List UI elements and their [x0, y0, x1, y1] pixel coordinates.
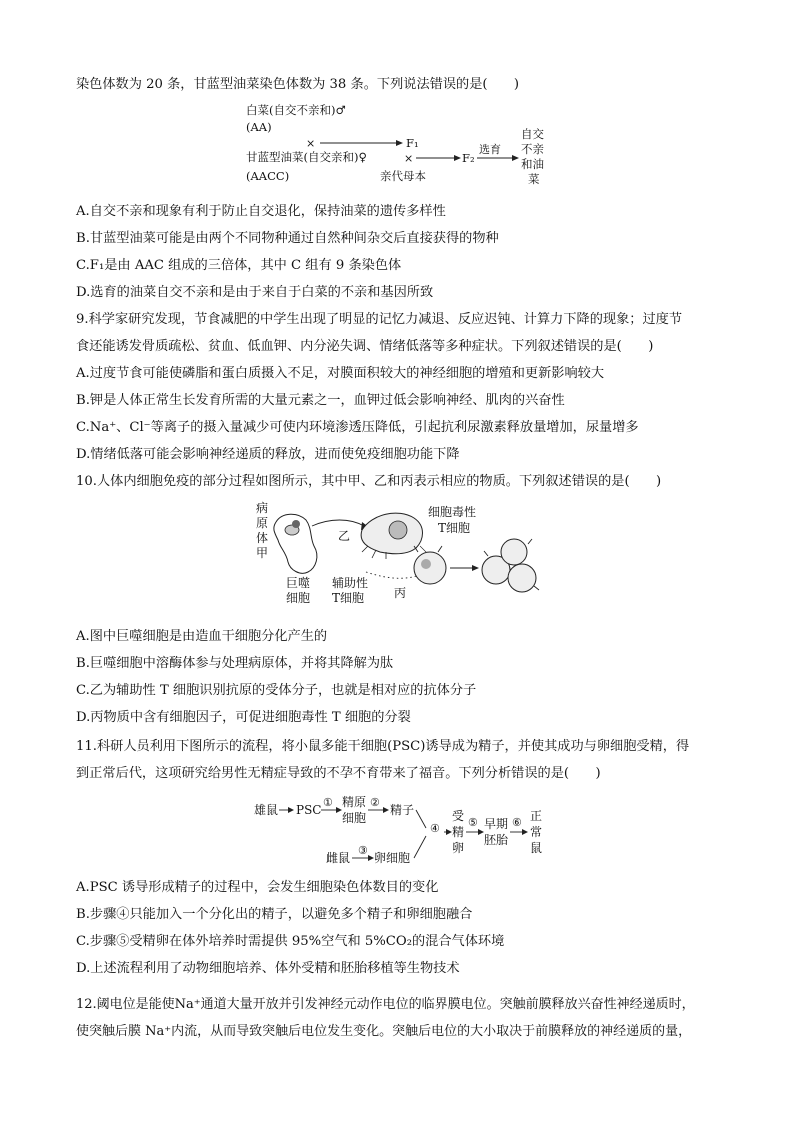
q11-option-a: A.PSC 诱导形成精子的过程中，会发生细胞染色体数目的变化	[76, 880, 439, 895]
q10-yi: 乙	[338, 529, 351, 543]
q11-normal-1: 正	[530, 809, 543, 823]
macrophage-cell-shape	[274, 514, 317, 573]
q10-immune-diagram	[240, 500, 570, 618]
q11-step5: ⑤	[468, 816, 478, 829]
q11-step6: ⑥	[512, 816, 522, 829]
q10-stem: 10.人体内细胞免疫的部分过程如图所示，其中甲、乙和丙表示相应的物质。下列叙述错误的是( )	[76, 474, 662, 489]
q8-result-3: 和油	[521, 157, 544, 171]
q8-f1: F₁	[406, 136, 419, 150]
q10-option-d: D.丙物质中含有细胞因子，可促进细胞毒性 T 细胞的分裂	[76, 710, 411, 725]
q10-pathogen-4: 甲	[256, 546, 269, 560]
q11-step4: ④	[430, 822, 440, 835]
q10-ctl-2: T细胞	[438, 521, 471, 535]
q8-parent2: 甘蓝型油菜(自交亲和)♀	[246, 150, 367, 164]
q11-zygote-1: 受	[452, 809, 465, 823]
q11-sperm: 精子	[390, 803, 415, 817]
q11-option-d: D.上述流程利用了动物细胞培养、体外受精和胚胎移植等生物技术	[76, 961, 460, 976]
q8-f2: F₂	[462, 151, 475, 165]
q10-macrophage-1: 巨噬	[286, 576, 311, 590]
q11-flow-diagram	[254, 792, 554, 872]
q8-result-2: 不亲	[521, 142, 544, 156]
q11-embryo-2: 胚胎	[484, 833, 509, 847]
q10-pathogen-2: 原	[256, 516, 269, 530]
q8-option-d: D.选育的油菜自交不亲和是由于来自于白菜的不亲和基因所致	[76, 285, 434, 300]
q11-option-c: C.步骤⑤受精卵在体外培养时需提供 95%空气和 5%CO₂的混合气体环境	[76, 934, 505, 949]
q12-line1: 12.阈电位是能使Na⁺通道大量开放并引发神经元动作电位的临界膜电位。突触前膜释放兴奋性神经递质时，	[76, 997, 695, 1012]
q10-helper-2: T细胞	[332, 591, 365, 605]
q11-normal-3: 鼠	[530, 841, 543, 855]
q10-helper-1: 辅助性	[332, 576, 369, 590]
q9-stem-line2: 食还能诱发骨质疏松、贫血、低血钾、内分泌失调、情绪低落等多种症状。下列叙述错误的是( )	[76, 339, 654, 354]
q10-macrophage-2: 细胞	[286, 591, 311, 605]
q11-male: 雄鼠	[254, 803, 279, 817]
q8-result-4: 菜	[528, 172, 540, 186]
q11-female: 雌鼠	[326, 851, 351, 865]
q11-zygote-3: 卵	[452, 841, 465, 855]
helper-t-cell-shape	[361, 513, 422, 559]
q10-ctl-1: 细胞毒性	[428, 505, 477, 519]
q11-stem-line1: 11.科研人员利用下图所示的流程，将小鼠多能干细胞(PSC)诱导成为精子，并使其成功与卵细胞受精，得	[76, 739, 690, 754]
q11-zygote-2: 精	[452, 825, 465, 839]
q11-spermatogonium-2: 细胞	[342, 811, 367, 825]
q8-option-b: B.甘蓝型油菜可能是由两个不同物种通过自然种间杂交后直接获得的物种	[76, 231, 499, 246]
q8-parent1: 白菜(自交不亲和)♂	[246, 103, 346, 117]
q11-normal-2: 常	[530, 825, 543, 839]
q9-stem-line1: 9.科学家研究发现，节食减肥的中学生出现了明显的记忆力减退、反应迟钝、计算力下降的现象；过度节	[76, 312, 683, 327]
q11-embryo-1: 早期	[484, 817, 509, 831]
proliferation-arrow	[450, 565, 479, 571]
q9-option-c: C.Na⁺、Cl⁻等离子的摄入量减少可使内环境渗透压降低，引起抗利尿激素释放量增加，尿量增多	[76, 420, 639, 435]
q11-spermatogonium-1: 精原	[342, 795, 367, 809]
q10-option-a: A.图中巨噬细胞是由造血干细胞分化产生的	[76, 629, 328, 644]
q8-parent2-genotype: (AACC)	[246, 169, 290, 183]
q8-result-1: 自交	[521, 127, 544, 141]
q9-option-d: D.情绪低落可能会影响神经递质的释放，进而使免疫细胞功能下降	[76, 447, 460, 462]
q8-parent1-genotype: (AA)	[246, 120, 272, 134]
q11-egg: 卵细胞	[374, 851, 411, 865]
q8-cross-diagram	[246, 100, 556, 196]
q10-option-c: C.乙为辅助性 T 细胞识别抗原的受体分子，也就是相对应的抗体分子	[76, 683, 477, 698]
q8-option-c: C.F₁是由 AAC 组成的三倍体，其中 C 组有 9 条染色体	[76, 258, 402, 273]
q10-bing: 丙	[394, 586, 407, 600]
daughter-cells	[482, 539, 539, 592]
q10-pathogen-1: 病	[256, 501, 269, 515]
q11-step2: ②	[370, 796, 380, 809]
q11-step1: ①	[323, 796, 333, 809]
q12-line2: 使突触后膜 Na⁺内流，从而导致突触后电位发生变化。突触后电位的大小取决于前膜释放的神经递质的量，	[76, 1024, 692, 1039]
q11-psc: PSC	[296, 803, 322, 817]
q10-option-b: B.巨噬细胞中溶酶体参与处理病原体，并将其降解为肽	[76, 656, 394, 671]
q11-stem-line2: 到正常后代，这项研究给男性无精症导致的不孕不育带来了福音。下列分析错误的是( )	[76, 766, 601, 781]
q8-intro: 染色体数为 20 条，甘蓝型油菜染色体数为 38 条。下列说法错误的是( )	[76, 77, 520, 92]
q8-cross-symbol: ×	[306, 137, 316, 150]
q8-option-a: A.自交不亲和现象有利于防止自交退化，保持油菜的遗传多样性	[76, 204, 446, 219]
cytotoxic-t-cell-shape	[414, 546, 446, 584]
q9-option-b: B.钾是人体正常生长发育所需的大量元素之一，血钾过低会影响神经、肌肉的兴奋性	[76, 393, 565, 408]
q8-maternal-label: 亲代母本	[380, 169, 426, 183]
q8-cross-symbol-2: ×	[404, 152, 414, 165]
q8-breeding-label: 选育	[479, 143, 501, 156]
q11-option-b: B.步骤④只能加入一个分化出的精子，以避免多个精子和卵细胞融合	[76, 907, 473, 922]
q9-option-a: A.过度节食可能使磷脂和蛋白质摄入不足，对膜面积较大的神经细胞的增殖和更新影响较大	[76, 366, 605, 381]
q10-pathogen-3: 体	[256, 531, 269, 545]
q11-step3: ③	[358, 844, 368, 857]
